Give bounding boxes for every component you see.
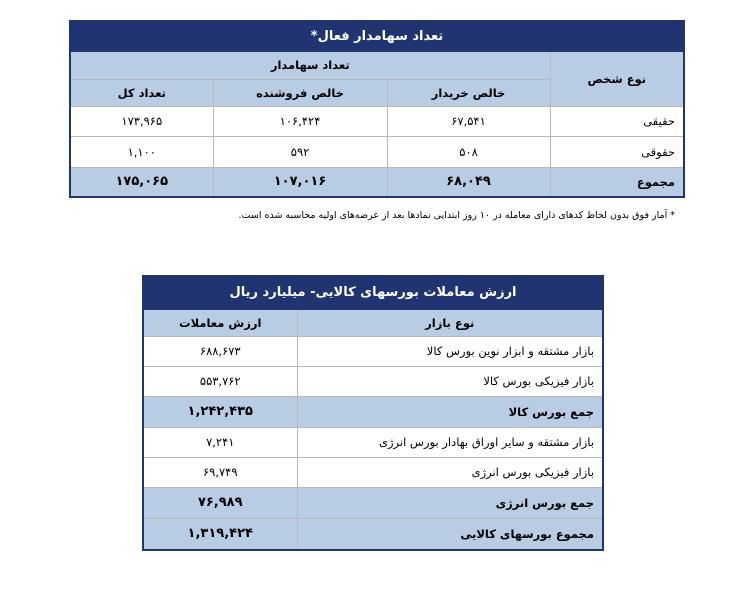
table-row [70, 136, 684, 167]
value-cell: ۷,۲۴۱ [143, 427, 297, 457]
market-cell: بازار مشتقه و ابزار نوین بورس کالا [297, 336, 603, 366]
market-cell: جمع بورس انرژی [297, 487, 603, 518]
grand-total-row [143, 518, 603, 550]
person-type-header: نوع شخص [550, 51, 684, 106]
value-cell: ۱,۳۱۹,۴۲۴ [143, 518, 297, 550]
shareholders-table-title: تعداد سهامدار فعال* [70, 21, 684, 51]
market-cell: مجموع بورسهای کالایی [297, 518, 603, 550]
commodity-exchange-value-table [142, 275, 604, 551]
net-buyer-cell: ۶۷,۵۴۱ [387, 106, 550, 136]
market-type-header: نوع بازار [297, 309, 603, 336]
market-cell: بازار فیزیکی بورس کالا [297, 366, 603, 396]
value-cell: ۶۹,۷۴۹ [143, 457, 297, 487]
value-cell: ۶۸۸,۶۷۳ [143, 336, 297, 366]
trade-value-header: ارزش معاملات [143, 309, 297, 336]
net-buyer-cell: ۵۰۸ [387, 136, 550, 167]
net-seller-header: خالص فروشنده [213, 79, 387, 106]
table-row [143, 457, 603, 487]
table-row [70, 106, 684, 136]
subtotal-row [143, 487, 603, 518]
value-cell: ۷۶,۹۸۹ [143, 487, 297, 518]
sum-row [70, 167, 684, 197]
value-cell: ۱,۲۴۲,۴۳۵ [143, 396, 297, 427]
active-shareholders-table [69, 20, 685, 198]
sum-label: مجموع [550, 167, 684, 197]
shareholder-count-header: تعداد سهامدار [70, 51, 550, 79]
market-cell: جمع بورس کالا [297, 396, 603, 427]
market-cell: بازار مشتقه و سایر اوراق بهادار بورس انرژی [297, 427, 603, 457]
commodity-table-title: ارزش معاملات بورسهای کالایی- میلیارد ریال [143, 276, 603, 309]
person-type-cell: حقیقی [550, 106, 684, 136]
total-count-header: تعداد کل [70, 79, 213, 106]
net-seller-cell: ۱۰۶,۴۲۴ [213, 106, 387, 136]
total-count-cell: ۱,۱۰۰ [70, 136, 213, 167]
subtotal-row [143, 396, 603, 427]
value-cell: ۵۵۳,۷۶۲ [143, 366, 297, 396]
person-type-cell: حقوقی [550, 136, 684, 167]
sum-net-seller: ۱۰۷,۰۱۶ [213, 167, 387, 197]
total-count-cell: ۱۷۳,۹۶۵ [70, 106, 213, 136]
net-seller-cell: ۵۹۲ [213, 136, 387, 167]
sum-net-buyer: ۶۸,۰۴۹ [387, 167, 550, 197]
net-buyer-header: خالص خریدار [387, 79, 550, 106]
table-row [143, 336, 603, 366]
market-cell: بازار فیزیکی بورس انرژی [297, 457, 603, 487]
table-row [143, 366, 603, 396]
shareholders-footnote: * آمار فوق بدون لحاظ کدهای دارای معامله در ۱۰ روز ابتدایی نمادها بعد از عرضه‌های اولیه محاسبه شده است. [238, 210, 675, 221]
table-row [143, 427, 603, 457]
sum-total-count: ۱۷۵,۰۶۵ [70, 167, 213, 197]
